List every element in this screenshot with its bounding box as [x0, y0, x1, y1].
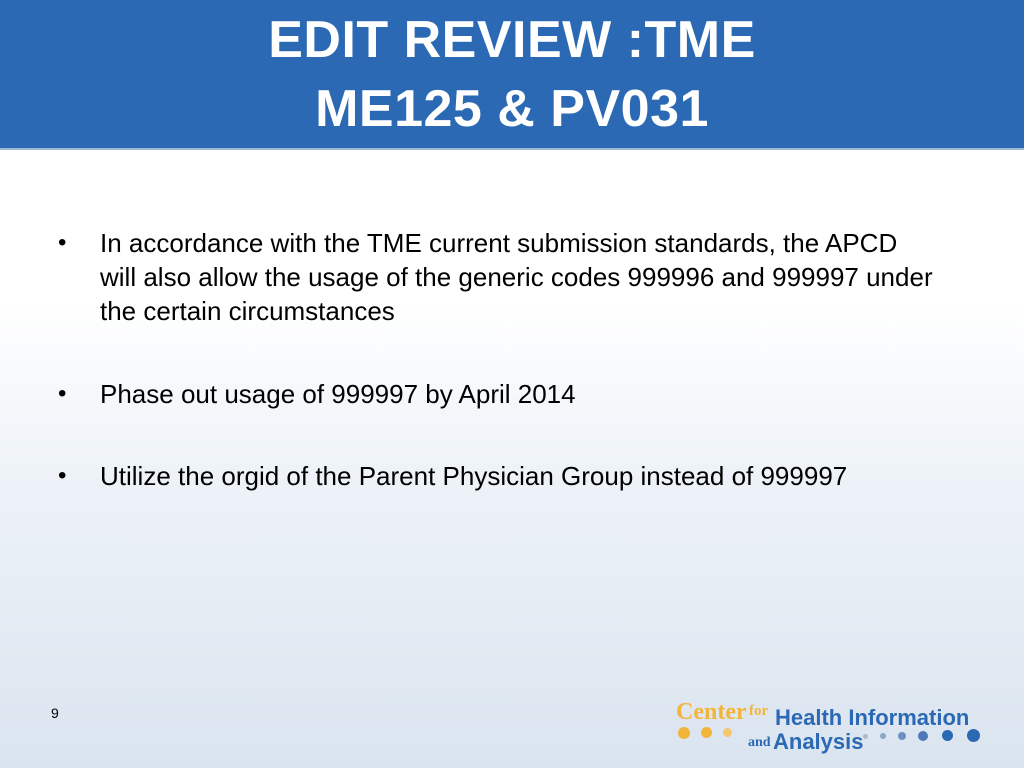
logo-word-center: Center [676, 699, 747, 725]
bullet-marker: • [58, 380, 67, 407]
bullet-marker: • [58, 462, 67, 489]
logo-dot-icon [942, 730, 953, 741]
logo-dot-icon [723, 728, 732, 737]
logo-dot-icon [678, 727, 690, 739]
logo-dot-icon [898, 732, 906, 740]
logo-word-for: for [749, 703, 769, 719]
chia-logo [676, 699, 986, 759]
logo-dot-icon [880, 733, 886, 739]
slide-title-line-1: EDIT REVIEW :TME [268, 11, 756, 69]
logo-word-analysis: Analysis [773, 729, 864, 754]
logo-dot-icon [967, 729, 980, 742]
logo-dot-icon [918, 731, 928, 741]
logo-dot-icon [863, 734, 868, 739]
bullet-text: Utilize the orgid of the Parent Physician Group instead of 999997 [100, 461, 848, 491]
page-number: 9 [51, 705, 59, 721]
slide-title-banner [0, 0, 1024, 150]
logo-health-information: Health Information [775, 705, 970, 730]
logo-word-and: and [748, 735, 771, 750]
bullet-text: Phase out usage of 999997 by April 2014 [100, 379, 576, 409]
bullet-marker: • [58, 229, 67, 256]
logo-dot-icon [701, 727, 712, 738]
slide-title-line-2: ME125 & PV031 [315, 80, 709, 138]
bullet-text: In accordance with the TME current submission standards, the APCD will also allow the usage of the generic codes 999996 and 999997 under the certain circumstances [100, 228, 933, 326]
